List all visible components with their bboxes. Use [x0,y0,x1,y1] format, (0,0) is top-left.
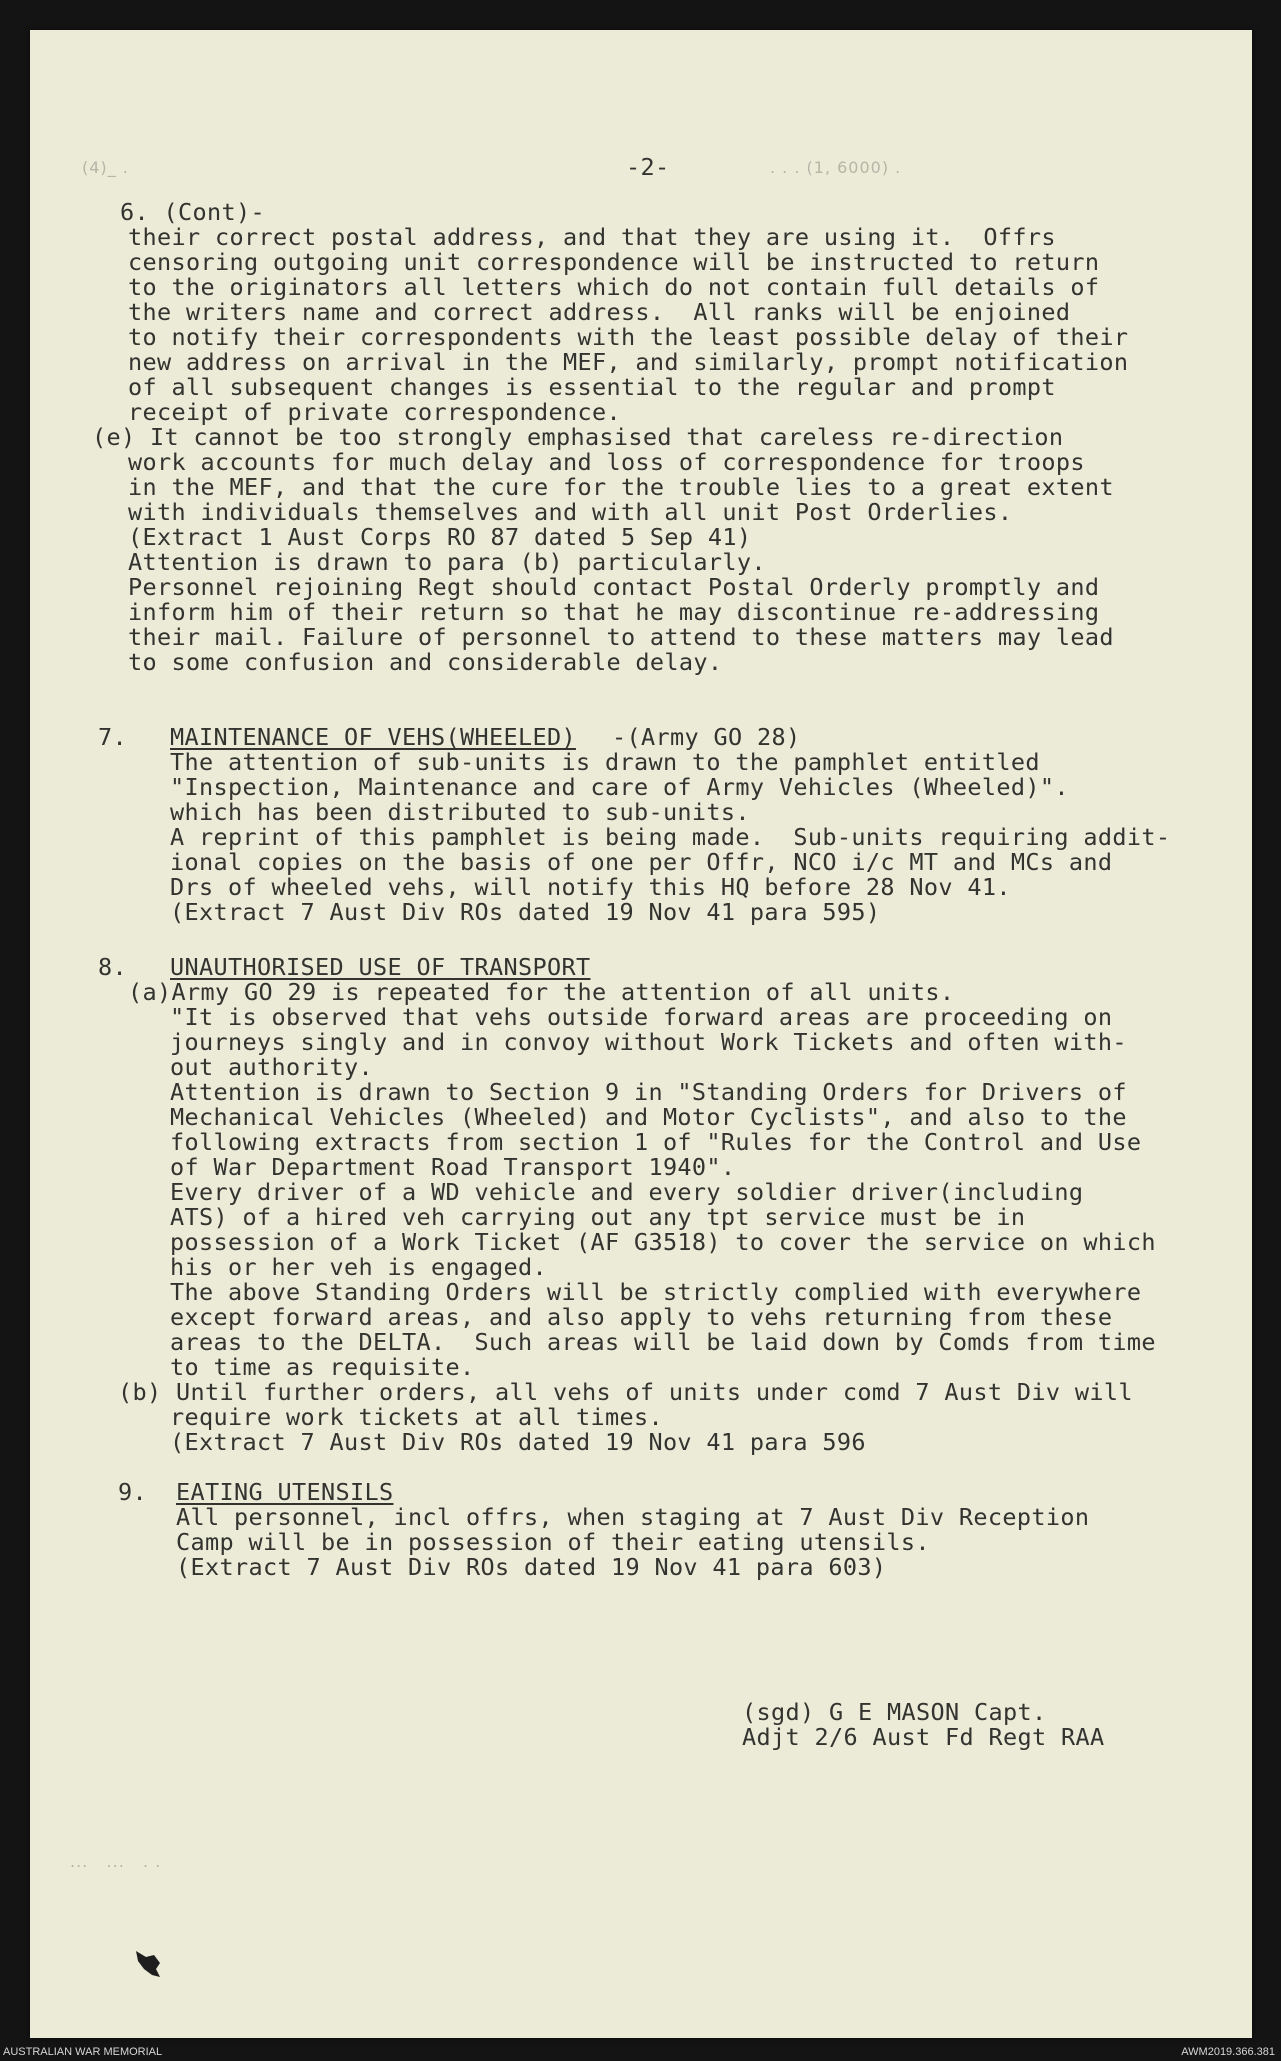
body-line: to some confusion and considerable delay. [128,648,723,676]
body-line: ional copies on the basis of one per Offr, NCO i/c MT and MCs and [170,848,1113,876]
section-heading: EATING UTENSILS [176,1478,394,1506]
body-line: inform him of their return so that he may discontinue re-addressing [128,598,1100,626]
body-line: his or her veh is engaged. [170,1253,547,1281]
body-line: Attention is drawn to Section 9 in "Standing Orders for Drivers of [170,1078,1127,1106]
body-line: work accounts for much delay and loss of correspondence for troops [128,448,1085,476]
section-number: 8. [98,953,127,981]
body-line: "Inspection, Maintenance and care of Army Vehicles (Wheeled)". [170,773,1069,801]
body-line: A reprint of this pamphlet is being made. Sub-units requiring addit- [170,823,1171,851]
body-line: (b) Until further orders, all vehs of units under comd 7 Aust Div will [118,1378,1133,1406]
body-line: (e) It cannot be too strongly emphasised that careless re-direction [92,423,1064,451]
body-line: (Extract 7 Aust Div ROs dated 19 Nov 41 para 603) [176,1553,887,1581]
body-line: Camp will be in possession of their eating utensils. [176,1528,930,1556]
body-line: which has been distributed to sub-units. [170,798,750,826]
body-line: out authority. [170,1053,373,1081]
body-line: (a)Army GO 29 is repeated for the attention of all units. [128,978,955,1006]
section-reference: -(Army GO 28) [612,723,801,751]
footer-left: AUSTRALIAN WAR MEMORIAL [3,2046,163,2058]
body-line: Personnel rejoining Regt should contact Postal Orderly promptly and [128,573,1100,601]
body-line: The attention of sub-units is drawn to the pamphlet entitled [170,748,1040,776]
body-line: require work tickets at all times. [170,1403,663,1431]
body-line: ATS) of a hired veh carrying out any tpt service must be in [170,1203,1026,1231]
section-number: 9. [118,1478,147,1506]
body-line: Attention is drawn to para (b) particularly. [128,548,766,576]
body-line: of all subsequent changes is essential to the regular and prompt [128,373,1056,401]
body-line: censoring outgoing unit correspondence will be instructed to return [128,248,1100,276]
body-line: (Extract 7 Aust Div ROs dated 19 Nov 41 para 595) [170,898,881,926]
footer-right: AWM2019.366.381 [1181,2046,1275,2058]
faint-text-top-left: (4)_ . [82,158,129,177]
body-line: possession of a Work Ticket (AF G3518) to cover the service on which [170,1228,1156,1256]
signature-line-2: Adjt 2/6 Aust Fd Regt RAA [742,1723,1105,1751]
ink-mark-icon [130,1945,170,1985]
faint-text-bottom: ... ... . . [70,1852,162,1871]
body-line: journeys singly and in convoy without Work Tickets and often with- [170,1028,1127,1056]
section-number: 7. [98,723,127,751]
body-line: Mechanical Vehicles (Wheeled) and Motor Cyclists", and also to the [170,1103,1127,1131]
body-line: All personnel, incl offrs, when staging at 7 Aust Div Reception [176,1503,1090,1531]
body-line: their mail. Failure of personnel to attend to these matters may lead [128,623,1114,651]
body-line: 6. (Cont)- [120,198,265,226]
body-line: with individuals themselves and with all unit Post Orderlies. [128,498,1013,526]
footer-bar [0,2043,1281,2061]
body-line: Drs of wheeled vehs, will notify this HQ before 28 Nov 41. [170,873,1011,901]
body-line: the writers name and correct address. All ranks will be enjoined [128,298,1071,326]
document-page [30,30,1252,2038]
body-line: to time as requisite. [170,1353,475,1381]
body-line: receipt of private correspondence. [128,398,621,426]
page-number: -2- [626,153,670,181]
section-heading: MAINTENANCE OF VEHS(WHEELED) [170,723,576,751]
signature-line-1: (sgd) G E MASON Capt. [742,1698,1047,1726]
body-line: except forward areas, and also apply to vehs returning from these [170,1303,1113,1331]
body-line: (Extract 1 Aust Corps RO 87 dated 5 Sep 41) [128,523,752,551]
body-line: Every driver of a WD vehicle and every soldier driver(including [170,1178,1084,1206]
faint-text-top-right: . . . (1, 6000) . [770,158,902,177]
body-line: following extracts from section 1 of "Rules for the Control and Use [170,1128,1142,1156]
body-line: to the originators all letters which do not contain full details of [128,273,1100,301]
body-line: their correct postal address, and that they are using it. Offrs [128,223,1056,251]
section-heading: UNAUTHORISED USE OF TRANSPORT [170,953,591,981]
body-line: (Extract 7 Aust Div ROs dated 19 Nov 41 para 596 [170,1428,866,1456]
body-line: "It is observed that vehs outside forward areas are proceeding on [170,1003,1113,1031]
body-line: to notify their correspondents with the least possible delay of their [128,323,1129,351]
body-line: The above Standing Orders will be strictly complied with everywhere [170,1278,1142,1306]
body-line: in the MEF, and that the cure for the trouble lies to a great extent [128,473,1114,501]
body-line: new address on arrival in the MEF, and similarly, prompt notification [128,348,1129,376]
body-line: of War Department Road Transport 1940". [170,1153,736,1181]
body-line: areas to the DELTA. Such areas will be laid down by Comds from time [170,1328,1156,1356]
